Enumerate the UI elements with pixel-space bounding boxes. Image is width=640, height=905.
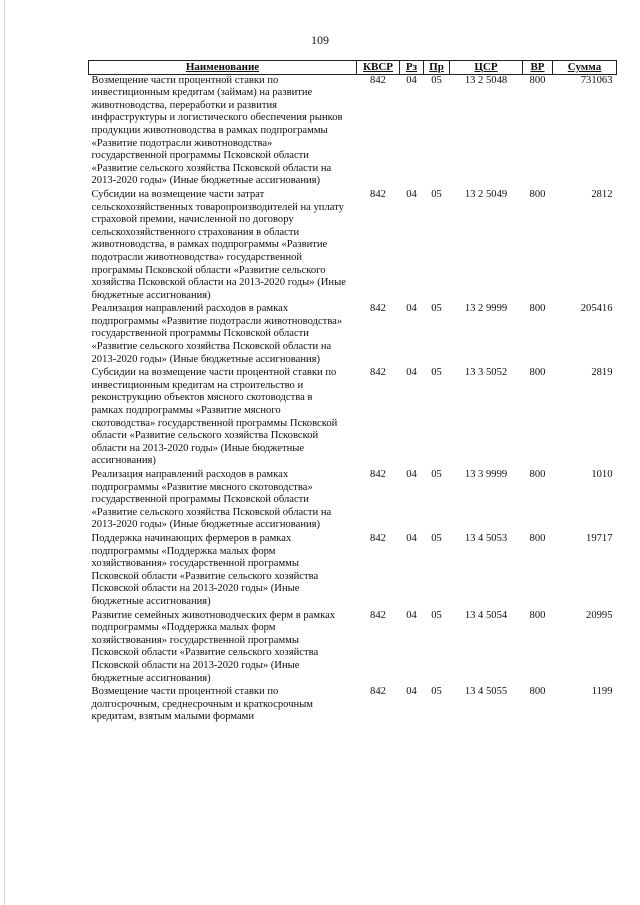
row-pr: 05 [431, 532, 442, 544]
page-number: 109 [311, 33, 329, 47]
row-rz: 04 [406, 188, 417, 200]
row-csr: 13 4 5055 [464, 686, 508, 698]
row-vr: 800 [529, 532, 546, 544]
row-sum: 731063 [580, 74, 613, 86]
row-pr: 05 [431, 367, 442, 379]
row-rz: 04 [406, 532, 417, 544]
header-pr: Пр [424, 61, 450, 75]
row-sum: 1010 [591, 469, 613, 480]
table-row [89, 469, 617, 533]
header-sum: Сумма [553, 61, 617, 75]
row-csr: 13 3 9999 [464, 469, 508, 480]
row-name: Развитие семейных животноводческих ферм в рамках подпрограммы «Поддержка малых форм хозяйствования» государственной программы Псковской области «Развитие сельского хозяйства Псковской области на 2013-2020 годы» (Иные бюджетные ассигнования) [91, 609, 336, 684]
table-row [89, 303, 617, 367]
row-kvsr: 842 [370, 469, 386, 480]
row-kvsr: 842 [370, 303, 386, 315]
row-rz: 04 [406, 469, 417, 480]
row-kvsr: 842 [370, 532, 386, 544]
table-row [89, 189, 617, 303]
scan-edge-line [4, 0, 5, 905]
table-row [89, 610, 617, 687]
row-csr: 13 2 9999 [464, 303, 508, 315]
table-row [89, 74, 617, 189]
header-name: Наименование [89, 61, 357, 75]
row-vr: 800 [529, 303, 546, 315]
row-pr: 05 [431, 469, 442, 480]
row-vr: 800 [529, 367, 546, 379]
row-pr: 05 [431, 74, 442, 86]
table-row [89, 367, 617, 469]
row-vr: 800 [529, 609, 546, 621]
budget-table [88, 60, 617, 725]
row-sum: 1199 [591, 686, 613, 698]
row-name: Поддержка начинающих фермеров в рамках подпрограммы «Поддержка малых форм хозяйствования» государственной программы Псковской области «Развитие сельского хозяйства Псковской области на 2013-2020 годы» (Иные бюджетные ассигнования) [91, 532, 319, 607]
row-pr: 05 [431, 303, 442, 315]
header-vr: ВР [523, 61, 553, 75]
header-csr: ЦСР [450, 61, 523, 75]
row-csr: 13 3 5052 [464, 367, 508, 379]
table-header-row [89, 61, 617, 75]
row-name: Реализация направлений расходов в рамках подпрограммы «Развитие мясного скотоводства» государственной программы Псковской области «Развитие сельского хозяйства Псковской области на 2013-2020 годы» (Иные бюджетные ассигнования) [91, 469, 332, 531]
row-kvsr: 842 [370, 609, 386, 621]
row-rz: 04 [406, 367, 417, 379]
row-vr: 800 [529, 188, 546, 200]
header-kvsr: КВСР [357, 61, 400, 75]
row-csr: 13 4 5054 [464, 609, 508, 621]
row-name: Возмещение части процентной ставки по долгосрочным, среднесрочным и краткосрочным кредитам, взятым малыми формами [91, 686, 314, 723]
row-vr: 800 [529, 469, 546, 480]
row-kvsr: 842 [370, 188, 386, 200]
row-sum: 19717 [586, 532, 613, 544]
row-csr: 13 2 5049 [464, 188, 508, 200]
row-name: Возмещение части процентной ставки по инвестиционным кредитам (займам) на развитие животноводства, переработки и развития инфраструктуры и логистического обеспечения рынков продукции животноводства в рамках подпрограммы «Развитие подотрасли животноводства» государственной программы Псковской области «Развитие сельского хозяйства Псковской области на 2013-2020 годы» (Иные бюджетные ассигнования) [91, 74, 343, 187]
row-vr: 800 [529, 686, 546, 698]
row-vr: 800 [529, 74, 546, 86]
table-row [89, 533, 617, 610]
row-kvsr: 842 [370, 686, 386, 698]
row-kvsr: 842 [370, 74, 386, 86]
row-name: Реализация направлений расходов в рамках подпрограммы «Развитие подотрасли животноводства» государственной программы Псковской области «Развитие сельского хозяйства Псковской области на 2013-2020 годы» (Иные бюджетные ассигнования) [91, 303, 343, 365]
header-rz: Рз [400, 61, 424, 75]
row-sum: 2812 [591, 188, 613, 200]
row-csr: 13 2 5048 [464, 74, 508, 86]
row-name: Субсидии на возмещение части затрат сельскохозяйственных товаропроизводителей на уплату страховой премии, начисленной по договору сельскохозяйственного страхования в области животноводства, в рамках подпрограммы «Развитие подотрасли животноводства» государственной программы Псковской области «Развитие сельского хозяйства Псковской области на 2013-2020 годы» (Иные бюджетные ассигнования) [91, 188, 346, 301]
row-csr: 13 4 5053 [464, 532, 508, 544]
row-kvsr: 842 [370, 367, 386, 379]
row-rz: 04 [406, 74, 417, 86]
row-name: Субсидии на возмещение части процентной ставки по инвестиционным кредитам на строительство и реконструкцию объектов мясного скотоводства в рамках подпрограммы «Развитие мясного скотоводства» государственной программы Псковской области «Развитие сельского хозяйства Псковской области на 2013-2020 годы» (Иные бюджетные ассигнования) [91, 367, 338, 467]
row-sum: 20995 [586, 609, 613, 621]
row-pr: 05 [431, 188, 442, 200]
row-pr: 05 [431, 686, 442, 698]
row-rz: 04 [406, 686, 417, 698]
row-rz: 04 [406, 303, 417, 315]
row-pr: 05 [431, 609, 442, 621]
table-row [89, 686, 617, 725]
row-sum: 205416 [580, 303, 613, 315]
row-sum: 2819 [591, 367, 613, 379]
row-rz: 04 [406, 609, 417, 621]
